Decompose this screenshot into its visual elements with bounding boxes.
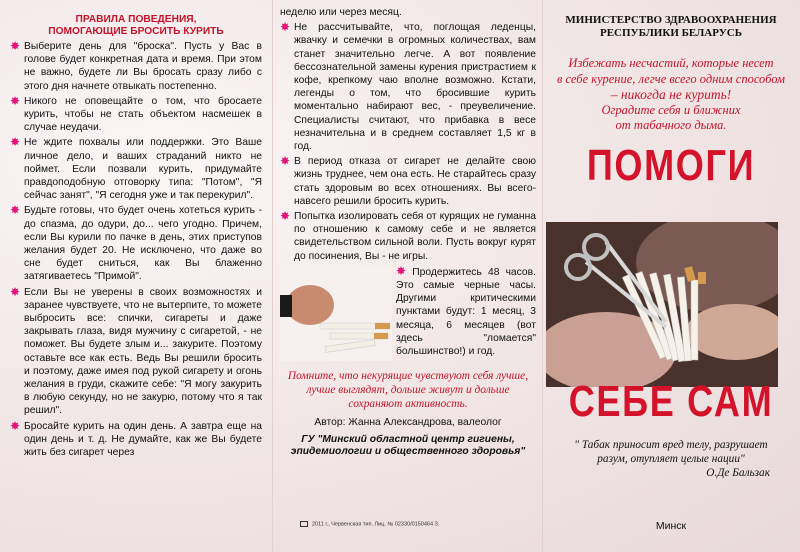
asterisk-bullet-icon: ✸ [10,93,21,108]
list-item: ✸ Не рассчитывайте, что, поглощая леденцы, жвачку и семечки в огромных количествах, вам станет значительно легче. А вот появление бессознательной замены курения пристрастием к кофе, крепкому чаю вполне возможно. Кстати, легенды о том, что бросившие курить моментально набирают вес, - преувеличение. Специалисты считают, что прибавка в весе незначительна и в среднем составляет 1,5 кг в год. [280,20,536,153]
tips-list [280,6,536,358]
left-panel [0,0,272,552]
asterisk-bullet-icon: ✸ [10,135,21,150]
rules-list [10,40,262,459]
asterisk-bullet-icon: ✸ [10,284,21,299]
rules-heading: ПРАВИЛА ПОВЕДЕНИЯ, ПОМОГАЮЩИЕ БРОСИТЬ КУРИТЬ [48,14,224,37]
logo-mark [300,521,308,527]
scissors-cutting-cigarettes-photo [546,222,778,387]
asterisk-bullet-icon: ✸ [280,20,291,35]
fist-crushing-cigarettes-image [280,265,392,361]
asterisk-bullet-icon: ✸ [396,263,407,278]
asterisk-bullet-icon: ✸ [10,203,21,218]
print-imprint: 2011 г., Червенская тип. Лиц. № 02330/0150464 З. [300,521,540,527]
list-item: ✸ Будьте готовы, что будет очень хотеться курить - до спазма, до одури, до... чего угодно. Причем, если Вы курили по пачке в день, этих приступов желания будет 20. Не исключено, что даже во сне будет сниться, как Вы блаженно затягиваетесь "Примой". [10,203,262,283]
balzac-author: О.Де Бальзак [706,467,770,479]
asterisk-bullet-icon: ✸ [10,418,21,433]
ministry-name: МИНИСТЕРСТВО ЗДРАВООХРАНЕНИЯ РЕСПУБЛИКИ БЕЛАРУСЬ [565,14,777,39]
asterisk-bullet-icon: ✸ [280,209,291,224]
right-panel-bottom [542,377,800,552]
motto-text: Избежать несчастий, которые несет в себе курение, легче всего одним способом – никогда не курить! Оградите себя и ближних от табачного дыма. [556,56,786,132]
list-item: ✸ Выберите день для "броска". Пусть у Вас в голове будет конкретная дата и время. При этом не важно, будете ли Вы бросать сразу либо с этого дня начнете отвыкать постепенно. [10,39,262,92]
continuation-text: неделю или через месяц. [280,7,402,18]
list-item: ✸ Не ждите похвалы или поддержки. Это Ваше личное дело, и ваших страданий никто не поймет. Если позвали курить, придумайте правдоподобную отговорку типа: "Потом", "Я сейчас занят", "Я сегодня уже и так перекурил". [10,135,262,202]
asterisk-bullet-icon: ✸ [280,154,291,169]
list-item: ✸ Продержитесь 48 часов. Это самые черные часы. Другими критическими пунктами будут: 1 месяц, 3 месяца, 6 месяцев (вот здесь "ломается" большинство!) и год. [280,265,536,358]
list-item: ✸ Никого не оповещайте о том, что бросаете курить, чтобы не стать объектом насмешек в случае неудачи. [10,93,262,134]
list-item: ✸ Попытка изолировать себя от курящих не гуманна по отношению к самому себе и не является свидетельством сильной воли. Пусть вокруг курят до посинения, Вы - не игры. [280,209,536,262]
title-yourself: СЕБЕ САМ [568,377,774,426]
nonsmoker-quote: Помните, что некурящие чувствуют себя лучше, лучше выглядят, дольше живут и дольше сохраняют активность. [287,369,529,410]
list-item: ✸ Бросайте курить на один день. А завтра еще на один день и т. д. Не думайте, как же Вы будете жить без сигарет через [10,418,262,459]
middle-panel [272,0,542,552]
organization-name: ГУ "Минский областной центр гигиены, эпидемиологии и общественного здоровья" [290,433,526,458]
balzac-quote: " Табак приносит вред телу, разрушает разум, отупляет целые нации" О.Де Бальзак [542,438,800,480]
list-item: ✸ В период отказа от сигарет не делайте свою жизнь труднее, чем она есть. Не старайтесь сразу стать здоровым во всех отношениях. Вы всего-навсего решили бросить курить. [280,154,536,207]
city-name: Минск [655,520,687,532]
author-line: Автор: Жанна Александрова, валеолог [314,416,502,428]
title-help: ПОМОГИ [586,140,756,190]
list-item: ✸ Если Вы не уверены в своих возможностях и заранее чувствуете, что не вытерпите, то можете выбросить все: спички, сигареты и даже закрывать глаза, видя мужчину с сигаретой, - не поможет. Вы будете злым и... закурите. Поэтому оставьте все как есть. Ведь Вы решили бросить и поэтому, даже имея под рукой сигарету и огонь желания в груди, скажите себе: "Я могу закурить в любую секунду, но не закурю, потому что я так решил". [10,284,262,417]
asterisk-bullet-icon: ✸ [10,39,21,53]
